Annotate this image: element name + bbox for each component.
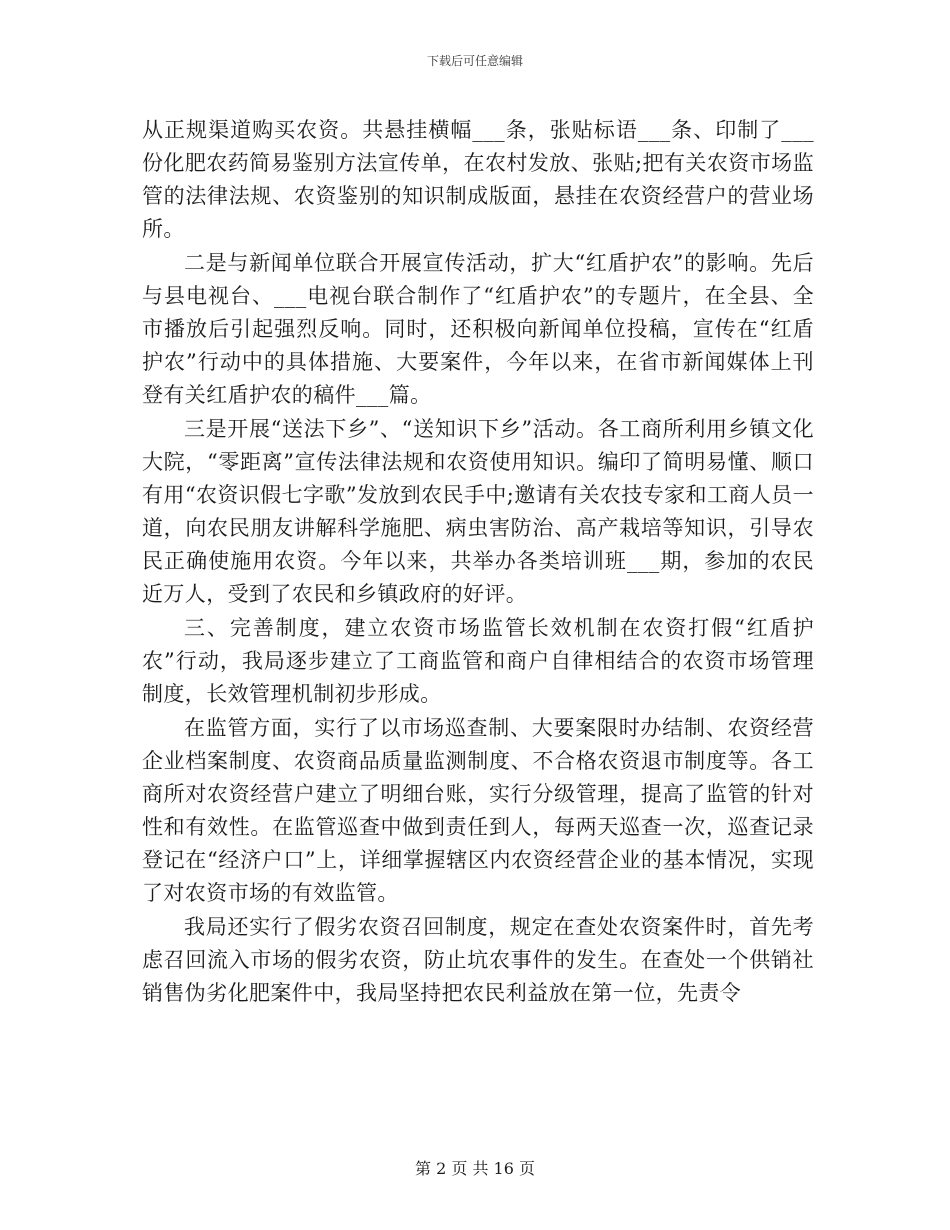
- paragraph-continuation: 从正规渠道购买农资。共悬挂横幅___条，张贴标语___条、印制了___份化肥农药简易鉴别方法宣传单，在农村发放、张贴;把有关农资市场监管的法律法规、农资鉴别的知识制成版面，悬挂在农资经营户的营业场所。: [142, 118, 814, 241]
- page-header: 下载后可任意编辑: [426, 54, 523, 68]
- paragraph-recall-system: 我局还实行了假劣农资召回制度，规定在查处农资案件时，首先考虑召回流入市场的假劣农资，防止坑农事件的发生。在查处一个供销社销售伪劣化肥案件中，我局坚持把农民利益放在第一位，先责令: [142, 915, 814, 1005]
- page-number: 第 2 页 共 16 页: [415, 1159, 535, 1178]
- paragraph-section-three: 三、完善制度，建立农资市场监管长效机制在农资打假“红盾护农”行动，我局逐步建立了工商监管和商户自律相结合的农资市场管理制度，长效管理机制初步形成。: [142, 616, 814, 706]
- paragraph-law-to-countryside: 三是开展“送法下乡”、“送知识下乡”活动。各工商所利用乡镇文化大院，“零距离”宣传法律法规和农资使用知识。编印了简明易懂、顺口有用“农资识假七字歌”发放到农民手中;邀请有关农技专家和工商人员一道，向农民朋友讲解科学施肥、病虫害防治、高产栽培等知识，引导农民正确使施用农资。今年以来，共举办各类培训班___期，参加的农民近万人，受到了农民和乡镇政府的好评。: [142, 417, 814, 606]
- document-body: [142, 114, 814, 1011]
- paragraph-news-publicity: 二是与新闻单位联合开展宣传活动，扩大“红盾护农”的影响。先后与县电视台、___电视台联合制作了“红盾护农”的专题片，在全县、全市播放后引起强烈反响。同时，还积极向新闻单位投稿，宣传在“红盾护农”行动中的具体措施、大要案件，今年以来，在省市新闻媒体上刊登有关红盾护农的稿件___篇。: [142, 251, 814, 407]
- paragraph-supervision: 在监管方面，实行了以市场巡查制、大要案限时办结制、农资经营企业档案制度、农资商品质量监测制度、不合格农资退市制度等。各工商所对农资经营户建立了明细台账，实行分级管理，提高了监管的针对性和有效性。在监管巡查中做到责任到人，每两天巡查一次，巡查记录登记在“经济户口”上，详细掌握辖区内农资经营企业的基本情况，实现了对农资市场的有效监管。: [142, 716, 814, 905]
